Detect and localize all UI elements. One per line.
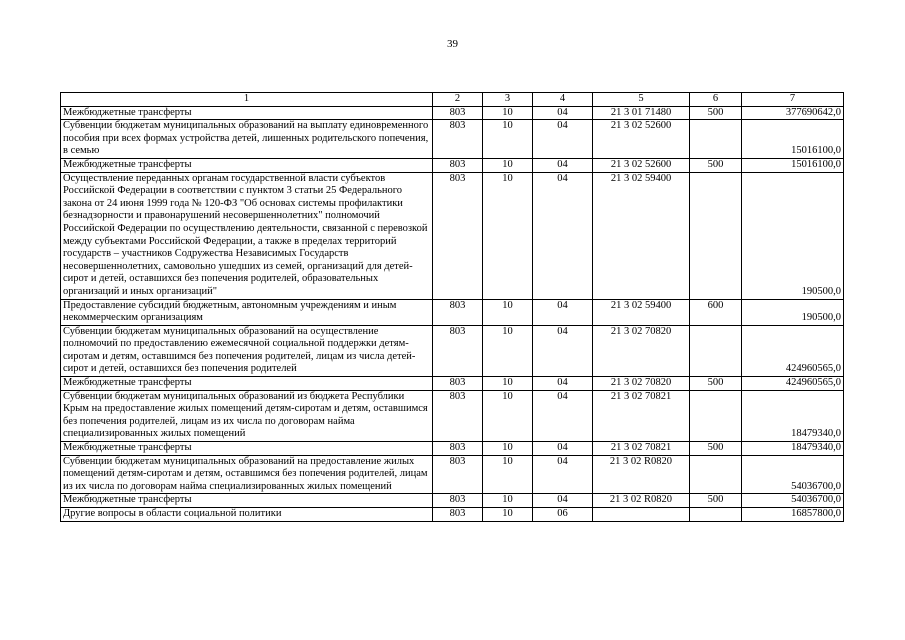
group-code-cell: 04	[533, 120, 593, 159]
table-row	[61, 106, 844, 120]
amount-cell: 377690642,0	[742, 106, 844, 120]
subsection-code-cell: 10	[483, 377, 533, 391]
expense-type-cell	[690, 390, 742, 441]
expense-type-cell	[690, 508, 742, 522]
header-cell-4: 4	[533, 93, 593, 107]
amount-cell: 15016100,0	[742, 120, 844, 159]
group-code-cell: 04	[533, 172, 593, 299]
table-row	[61, 158, 844, 172]
section-code-cell: 803	[433, 106, 483, 120]
description-cell: Межбюджетные трансферты	[61, 106, 433, 120]
table-row	[61, 442, 844, 456]
subsection-code-cell: 10	[483, 299, 533, 325]
expense-type-cell	[690, 455, 742, 494]
expense-type-cell: 500	[690, 442, 742, 456]
description-cell: Предоставление субсидий бюджетным, автономным учреждениям и иным некоммерческим организациям	[61, 299, 433, 325]
subsection-code-cell: 10	[483, 508, 533, 522]
group-code-cell: 04	[533, 390, 593, 441]
header-cell-2: 2	[433, 93, 483, 107]
group-code-cell: 04	[533, 494, 593, 508]
table-row	[61, 377, 844, 391]
page-number: 39	[447, 38, 458, 50]
target-code-cell: 21 3 02 70820	[593, 325, 690, 376]
section-code-cell: 803	[433, 299, 483, 325]
subsection-code-cell: 10	[483, 172, 533, 299]
table-row	[61, 508, 844, 522]
group-code-cell: 04	[533, 106, 593, 120]
table-row	[61, 299, 844, 325]
expense-type-cell	[690, 325, 742, 376]
description-cell: Субвенции бюджетам муниципальных образований на выплату единовременного пособия при всех формах устройства детей, лишенных родительского попечения, в семью	[61, 120, 433, 159]
header-cell-6: 6	[690, 93, 742, 107]
target-code-cell: 21 3 02 70821	[593, 442, 690, 456]
target-code-cell: 21 3 02 52600	[593, 158, 690, 172]
target-code-cell: 21 3 02 R0820	[593, 455, 690, 494]
amount-cell: 424960565,0	[742, 325, 844, 376]
section-code-cell: 803	[433, 172, 483, 299]
target-code-cell: 21 3 02 59400	[593, 299, 690, 325]
amount-cell: 18479340,0	[742, 442, 844, 456]
group-code-cell: 04	[533, 299, 593, 325]
section-code-cell: 803	[433, 508, 483, 522]
group-code-cell: 04	[533, 325, 593, 376]
section-code-cell: 803	[433, 325, 483, 376]
target-code-cell: 21 3 01 71480	[593, 106, 690, 120]
target-code-cell: 21 3 02 52600	[593, 120, 690, 159]
subsection-code-cell: 10	[483, 494, 533, 508]
header-cell-3: 3	[483, 93, 533, 107]
table-row	[61, 172, 844, 299]
description-cell: Субвенции бюджетам муниципальных образований из бюджета Республики Крым на предоставление жилых помещений детям-сиротам и детям, оставшимся без попечения родителей, лицам из их числа по договорам найма специализированных жилых помещений	[61, 390, 433, 441]
target-code-cell: 21 3 02 70820	[593, 377, 690, 391]
amount-cell: 54036700,0	[742, 494, 844, 508]
table-row	[61, 455, 844, 494]
amount-cell: 15016100,0	[742, 158, 844, 172]
subsection-code-cell: 10	[483, 455, 533, 494]
budget-table	[60, 92, 844, 522]
expense-type-cell: 500	[690, 106, 742, 120]
description-cell: Другие вопросы в области социальной политики	[61, 508, 433, 522]
expense-type-cell: 500	[690, 158, 742, 172]
description-cell: Субвенции бюджетам муниципальных образований на предоставление жилых помещений детям-сиротам и детям, оставшимся без попечения родителей, лицам из их числа по договорам найма специализированных жилых помещений	[61, 455, 433, 494]
expense-type-cell	[690, 172, 742, 299]
table-body	[61, 93, 844, 522]
expense-type-cell: 500	[690, 377, 742, 391]
description-cell: Межбюджетные трансферты	[61, 377, 433, 391]
header-cell-7: 7	[742, 93, 844, 107]
group-code-cell: 04	[533, 442, 593, 456]
section-code-cell: 803	[433, 120, 483, 159]
group-code-cell: 04	[533, 377, 593, 391]
section-code-cell: 803	[433, 455, 483, 494]
amount-cell: 54036700,0	[742, 455, 844, 494]
amount-cell: 16857800,0	[742, 508, 844, 522]
subsection-code-cell: 10	[483, 158, 533, 172]
subsection-code-cell: 10	[483, 106, 533, 120]
section-code-cell: 803	[433, 442, 483, 456]
section-code-cell: 803	[433, 158, 483, 172]
description-cell: Осуществление переданных органам государственной власти субъектов Российской Федерации в соответствии с пунктом 3 статьи 25 Федерального закона от 24 июня 1999 года № 120-ФЗ "Об основах системы профилактики безнадзорности и правонарушений несовершеннолетних" полномочий Российской Федерации по осуществлению деятельности, связанной с перевозкой между субъектами Российской Федерации, а также в пределах территорий государств – участников Содружества Независимых Государств несовершеннолетних, самовольно ушедших из семей, организаций для детей-сирот и детей, оставшихся без попечения родителей, образовательных организаций и иных организаций"	[61, 172, 433, 299]
target-code-cell: 21 3 02 59400	[593, 172, 690, 299]
expense-type-cell: 500	[690, 494, 742, 508]
target-code-cell: 21 3 02 R0820	[593, 494, 690, 508]
target-code-cell	[593, 508, 690, 522]
table-row	[61, 494, 844, 508]
header-cell-5: 5	[593, 93, 690, 107]
amount-cell: 190500,0	[742, 299, 844, 325]
group-code-cell: 04	[533, 455, 593, 494]
subsection-code-cell: 10	[483, 442, 533, 456]
section-code-cell: 803	[433, 494, 483, 508]
amount-cell: 190500,0	[742, 172, 844, 299]
header-cell-1: 1	[61, 93, 433, 107]
header-row	[61, 93, 844, 107]
section-code-cell: 803	[433, 390, 483, 441]
target-code-cell: 21 3 02 70821	[593, 390, 690, 441]
description-cell: Субвенции бюджетам муниципальных образований на осуществление полномочий по предоставлению ежемесячной социальной поддержки детям-сиротам и детям, оставшимся без попечения родителей, лицам из числа детей-сирот и детей, оставшихся без попечения родителей	[61, 325, 433, 376]
description-cell: Межбюджетные трансферты	[61, 494, 433, 508]
section-code-cell: 803	[433, 377, 483, 391]
table-row	[61, 325, 844, 376]
description-cell: Межбюджетные трансферты	[61, 442, 433, 456]
subsection-code-cell: 10	[483, 390, 533, 441]
subsection-code-cell: 10	[483, 120, 533, 159]
expense-type-cell	[690, 120, 742, 159]
description-cell: Межбюджетные трансферты	[61, 158, 433, 172]
expense-type-cell: 600	[690, 299, 742, 325]
table-row	[61, 120, 844, 159]
table-row	[61, 390, 844, 441]
subsection-code-cell: 10	[483, 325, 533, 376]
group-code-cell: 04	[533, 158, 593, 172]
amount-cell: 424960565,0	[742, 377, 844, 391]
amount-cell: 18479340,0	[742, 390, 844, 441]
group-code-cell: 06	[533, 508, 593, 522]
